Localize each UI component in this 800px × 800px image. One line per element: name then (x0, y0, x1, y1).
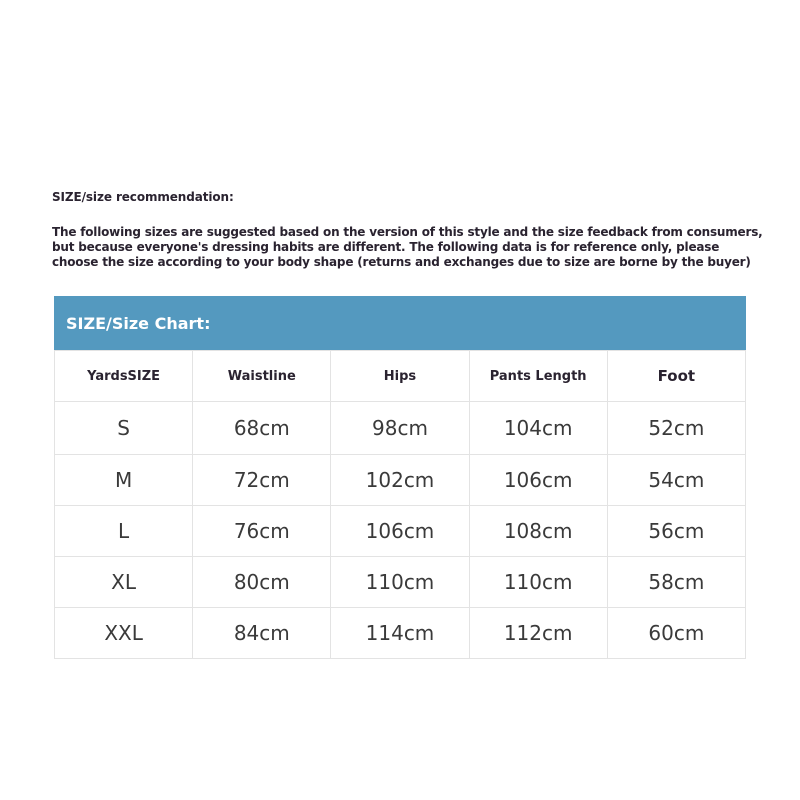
hips-cell: 106cm (331, 506, 469, 557)
hips-cell: 114cm (331, 608, 469, 659)
table-row (55, 455, 746, 506)
foot-cell: 52cm (607, 402, 745, 455)
pants-length-cell: 112cm (469, 608, 607, 659)
waistline-cell: 72cm (193, 455, 331, 506)
size-chart (54, 296, 746, 659)
intro-text (52, 225, 763, 270)
waistline-cell: 76cm (193, 506, 331, 557)
table-row (55, 608, 746, 659)
pants-length-cell: 108cm (469, 506, 607, 557)
pants-length-cell: 106cm (469, 455, 607, 506)
table-row (55, 557, 746, 608)
table-row (55, 402, 746, 455)
column-header-hips: Hips (331, 351, 469, 402)
foot-cell: 56cm (607, 506, 745, 557)
hips-cell: 110cm (331, 557, 469, 608)
size-cell: XXL (55, 608, 193, 659)
intro-line: but because everyone's dressing habits are different. The following data is for reference only, please (52, 240, 720, 254)
pants-length-cell: 110cm (469, 557, 607, 608)
foot-cell: 54cm (607, 455, 745, 506)
intro-line: choose the size according to your body shape (returns and exchanges due to size are borne by the buyer) (52, 255, 751, 269)
size-cell: M (55, 455, 193, 506)
size-table (54, 350, 746, 659)
size-cell: S (55, 402, 193, 455)
hips-cell: 98cm (331, 402, 469, 455)
column-header-size: YardsSIZE (55, 351, 193, 402)
waistline-cell: 84cm (193, 608, 331, 659)
size-cell: XL (55, 557, 193, 608)
column-header-foot: Foot (607, 351, 745, 402)
size-chart-title: SIZE/Size Chart: (54, 296, 746, 350)
hips-cell: 102cm (331, 455, 469, 506)
waistline-cell: 68cm (193, 402, 331, 455)
size-cell: L (55, 506, 193, 557)
page-heading: SIZE/size recommendation: (52, 190, 234, 204)
column-header-waistline: Waistline (193, 351, 331, 402)
foot-cell: 60cm (607, 608, 745, 659)
foot-cell: 58cm (607, 557, 745, 608)
waistline-cell: 80cm (193, 557, 331, 608)
intro-line: The following sizes are suggested based on the version of this style and the size feedback from consumers, (52, 225, 763, 239)
column-header-pants-length: Pants Length (469, 351, 607, 402)
pants-length-cell: 104cm (469, 402, 607, 455)
table-row (55, 506, 746, 557)
table-header-row (55, 351, 746, 402)
